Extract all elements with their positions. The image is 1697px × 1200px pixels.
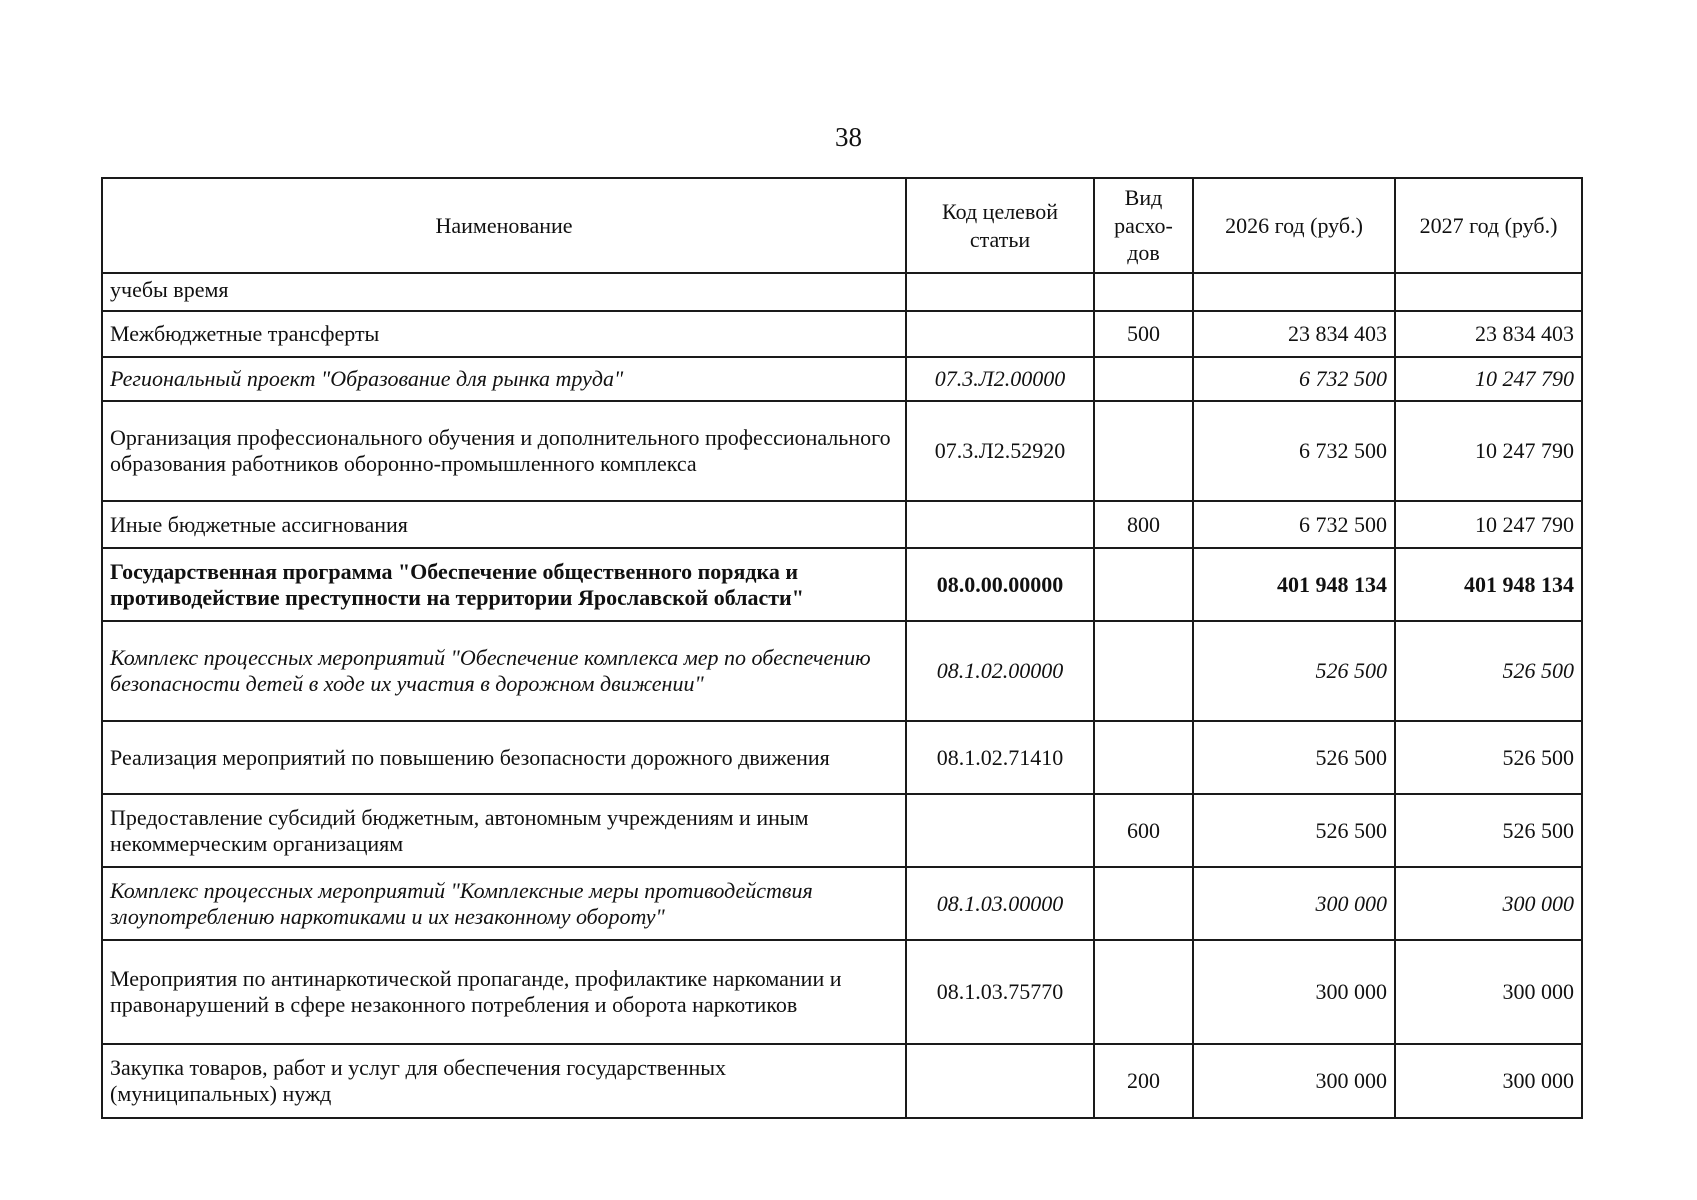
table-row [102,311,1582,357]
row-code [906,273,1094,311]
row-name: Региональный проект "Образование для рынка труда" [102,357,906,401]
row-type: 200 [1094,1044,1193,1118]
row-amount-2027: 526 500 [1395,621,1582,721]
row-type [1094,401,1193,501]
table-body [102,273,1582,1118]
row-code [906,501,1094,548]
row-amount-2026: 526 500 [1193,721,1395,794]
row-amount-2027: 10 247 790 [1395,501,1582,548]
table-row [102,548,1582,621]
row-amount-2027: 401 948 134 [1395,548,1582,621]
row-name: Комплекс процессных мероприятий "Комплексные меры противодействия злоупотреблению наркотиками и их незаконному обороту" [102,867,906,940]
row-amount-2026: 526 500 [1193,794,1395,867]
row-amount-2027: 10 247 790 [1395,401,1582,501]
table-row [102,794,1582,867]
table-row [102,940,1582,1044]
row-code: 08.0.00.00000 [906,548,1094,621]
row-name: Межбюджетные трансферты [102,311,906,357]
row-code: 08.1.02.71410 [906,721,1094,794]
row-amount-2027: 526 500 [1395,721,1582,794]
row-type: 600 [1094,794,1193,867]
row-code: 08.1.03.00000 [906,867,1094,940]
row-type [1094,940,1193,1044]
row-code [906,1044,1094,1118]
row-amount-2027: 10 247 790 [1395,357,1582,401]
row-name: Мероприятия по антинаркотической пропаганде, профилактике наркомании и правонарушений в сфере незаконного потребления и оборота наркотиков [102,940,906,1044]
row-amount-2027: 300 000 [1395,867,1582,940]
row-amount-2027: 23 834 403 [1395,311,1582,357]
row-name: Закупка товаров, работ и услуг для обеспечения государственных (муниципальных) нужд [102,1044,906,1118]
row-name: Предоставление субсидий бюджетным, автономным учреждениям и иным некоммерческим организациям [102,794,906,867]
budget-table [101,177,1583,1119]
page-number: 38 [835,122,862,152]
row-name: учебы время [102,273,906,311]
row-amount-2026: 300 000 [1193,1044,1395,1118]
table-row [102,501,1582,548]
row-name: Государственная программа "Обеспечение общественного порядка и противодействие преступности на территории Ярославской области" [102,548,906,621]
row-type [1094,273,1193,311]
table-row [102,357,1582,401]
row-amount-2026: 401 948 134 [1193,548,1395,621]
row-code [906,311,1094,357]
row-type: 500 [1094,311,1193,357]
table-header [102,178,1582,273]
row-type [1094,548,1193,621]
header-code: Код целевой статьи [906,178,1094,273]
row-amount-2026: 526 500 [1193,621,1395,721]
header-name: Наименование [102,178,906,273]
header-type: Вид расхо-дов [1094,178,1193,273]
row-amount-2026: 23 834 403 [1193,311,1395,357]
row-type: 800 [1094,501,1193,548]
row-amount-2027 [1395,273,1582,311]
table-row [102,1044,1582,1118]
row-type [1094,867,1193,940]
row-code: 07.3.Л2.52920 [906,401,1094,501]
row-name: Реализация мероприятий по повышению безопасности дорожного движения [102,721,906,794]
row-code: 07.3.Л2.00000 [906,357,1094,401]
row-amount-2026 [1193,273,1395,311]
row-code [906,794,1094,867]
row-amount-2026: 300 000 [1193,867,1395,940]
row-type [1094,721,1193,794]
row-type [1094,621,1193,721]
row-amount-2026: 6 732 500 [1193,401,1395,501]
row-type [1094,357,1193,401]
table-row [102,867,1582,940]
row-amount-2027: 300 000 [1395,1044,1582,1118]
header-year-2026: 2026 год (руб.) [1193,178,1395,273]
table-row [102,621,1582,721]
row-name: Комплекс процессных мероприятий "Обеспечение комплекса мер по обеспечению безопасности детей в ходе их участия в дорожном движении" [102,621,906,721]
header-year-2027: 2027 год (руб.) [1395,178,1582,273]
row-amount-2027: 300 000 [1395,940,1582,1044]
row-name: Организация профессионального обучения и дополнительного профессионального образования работников оборонно-промышленного комплекса [102,401,906,501]
row-amount-2026: 6 732 500 [1193,357,1395,401]
row-amount-2027: 526 500 [1395,794,1582,867]
row-name: Иные бюджетные ассигнования [102,501,906,548]
table-row [102,273,1582,311]
row-amount-2026: 300 000 [1193,940,1395,1044]
row-amount-2026: 6 732 500 [1193,501,1395,548]
row-code: 08.1.02.00000 [906,621,1094,721]
table-row [102,721,1582,794]
row-code: 08.1.03.75770 [906,940,1094,1044]
table-row [102,401,1582,501]
